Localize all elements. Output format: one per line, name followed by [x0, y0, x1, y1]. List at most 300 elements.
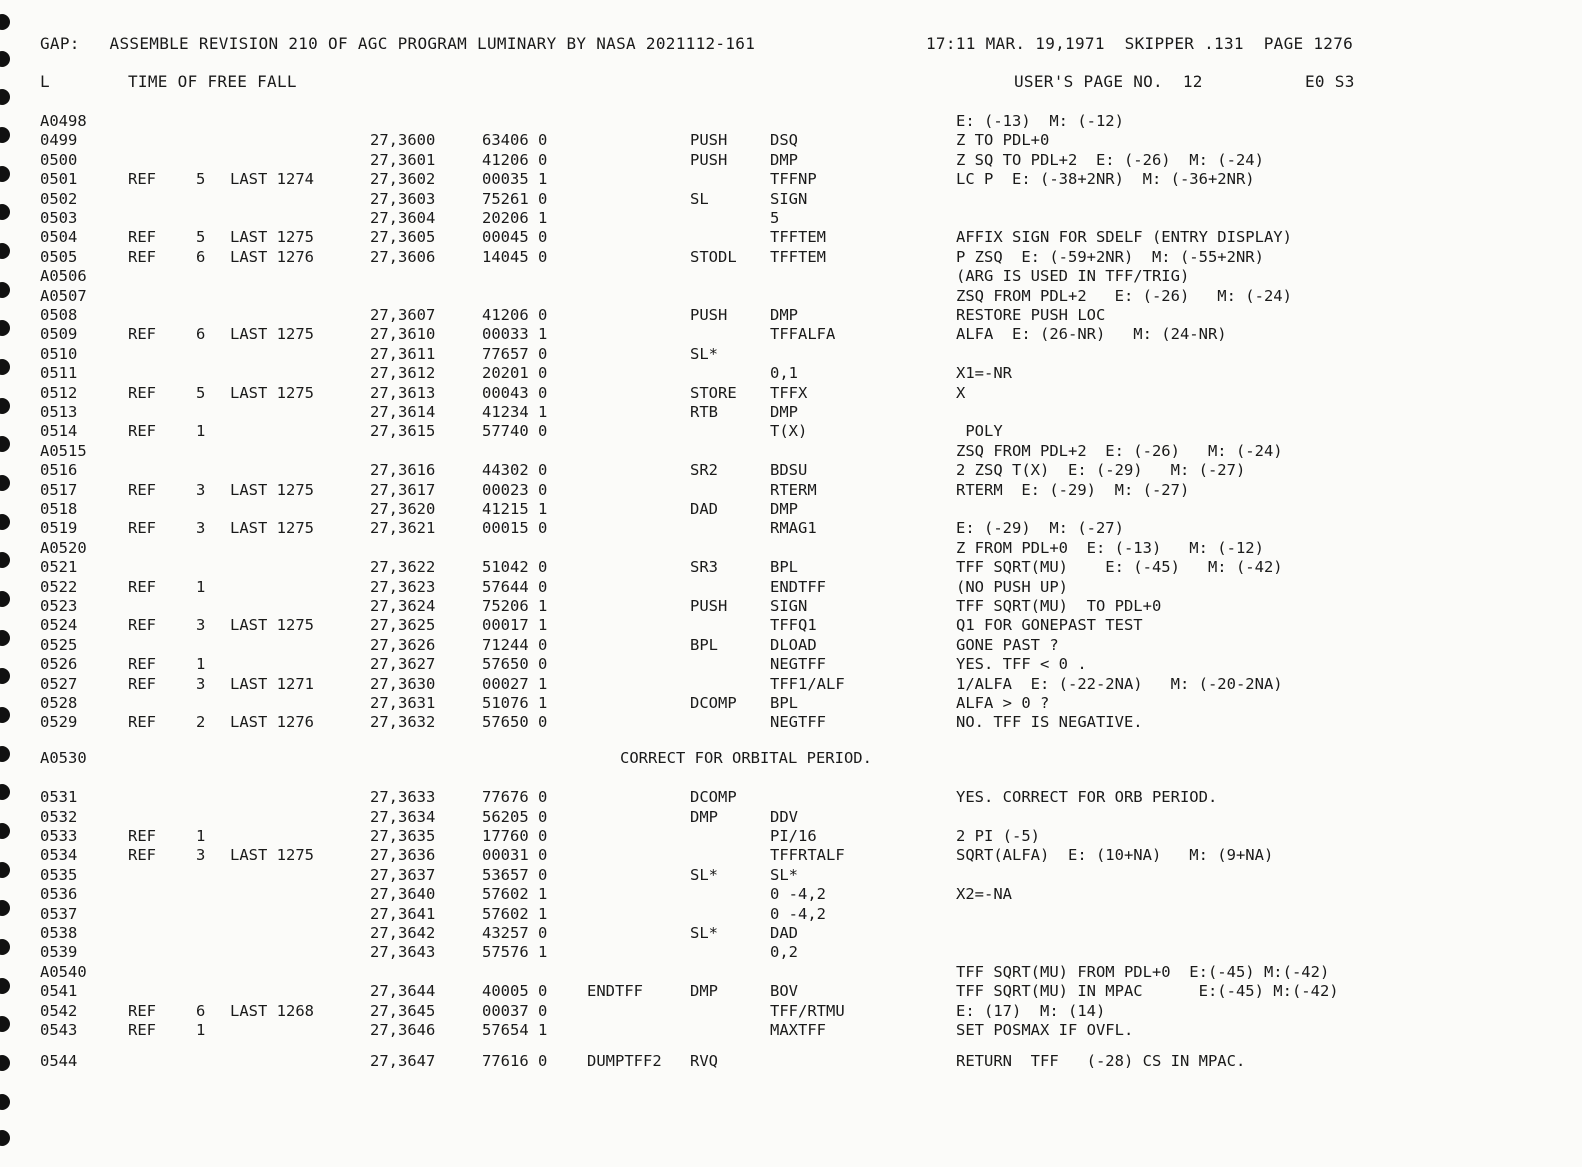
- octal-word: 41206 0: [482, 150, 548, 169]
- octal-word: 00045 0: [482, 228, 548, 247]
- comment: LC P E: (-38+2NR) M: (-36+2NR): [956, 170, 1255, 189]
- memory-address: 27,3614: [370, 403, 436, 421]
- octal-word: 43257 0: [482, 924, 548, 942]
- memory-address: 27,3611: [370, 344, 436, 363]
- header-left: GAP: ASSEMBLE REVISION 210 OF AGC PROGRAM LUMINARY BY NASA 2021112-161: [40, 34, 756, 53]
- ref-marker: REF: [128, 577, 156, 596]
- listing-line: [0, 286, 1582, 306]
- comment: (NO PUSH UP): [956, 577, 1068, 596]
- octal-word: 57644 0: [482, 577, 548, 596]
- octal-word: 00035 1: [482, 170, 548, 189]
- comment: TFF SQRT(MU) IN MPAC E:(-45) M:(-42): [956, 982, 1339, 1001]
- line-number: 0529: [40, 713, 78, 732]
- octal-word: 77616 0: [482, 1052, 548, 1071]
- opcode: STODL: [690, 247, 737, 266]
- listing-line: [0, 962, 1582, 982]
- operand: DAD: [770, 924, 798, 942]
- operand: 0 -4,2: [770, 904, 826, 923]
- eo-code: E0 S3: [1305, 72, 1355, 91]
- line-number: 0510: [40, 344, 78, 363]
- memory-address: 27,3636: [370, 846, 436, 865]
- line-number: 0539: [40, 943, 78, 962]
- ref-count: 2: [196, 713, 206, 732]
- octal-word: 20206 1: [482, 209, 548, 227]
- listing-line: [0, 402, 1582, 422]
- octal-word: 57576 1: [482, 943, 548, 962]
- comment: 1/ALFA E: (-22-2NA) M: (-20-2NA): [956, 674, 1283, 693]
- operand: 0 -4,2: [770, 885, 826, 904]
- listing-line: [0, 884, 1582, 904]
- line-number: 0538: [40, 924, 78, 942]
- comment: E: (-29) M: (-27): [956, 519, 1124, 538]
- last-page-ref: LAST 1276: [230, 247, 314, 266]
- opcode: PUSH: [690, 306, 728, 324]
- comment: (ARG IS USED IN TFF/TRIG): [956, 267, 1190, 286]
- ref-marker: REF: [128, 422, 156, 441]
- octal-word: 57650 0: [482, 655, 548, 674]
- operand: DMP: [770, 403, 798, 421]
- ref-marker: REF: [128, 655, 156, 674]
- comment: E: (-13) M: (-12): [956, 112, 1124, 130]
- last-page-ref: LAST 1275: [230, 480, 314, 499]
- line-number: 0541: [40, 982, 78, 1001]
- ref-count: 1: [196, 577, 206, 596]
- octal-word: 44302 0: [482, 461, 548, 480]
- operand: BPL: [770, 694, 798, 712]
- ref-count: 5: [196, 170, 206, 189]
- ref-marker: REF: [128, 228, 156, 247]
- comment: GONE PAST ?: [956, 635, 1059, 654]
- comment: Z TO PDL+0: [956, 131, 1050, 150]
- octal-word: 00043 0: [482, 383, 548, 402]
- line-number: 0527: [40, 674, 78, 693]
- memory-address: 27,3616: [370, 461, 436, 480]
- memory-address: 27,3626: [370, 635, 436, 654]
- operand: ENDTFF: [770, 577, 826, 596]
- line-number: 0524: [40, 616, 78, 635]
- opcode: SL: [690, 189, 709, 208]
- operand: PI/16: [770, 827, 817, 845]
- memory-address: 27,3642: [370, 924, 436, 942]
- ref-marker: REF: [128, 247, 156, 266]
- ref-marker: REF: [128, 480, 156, 499]
- memory-address: 27,3612: [370, 364, 436, 383]
- comment: YES. CORRECT FOR ORB PERIOD.: [956, 788, 1218, 807]
- opcode: SR3: [690, 558, 718, 577]
- line-number: 0534: [40, 846, 78, 865]
- line-number: 0513: [40, 403, 78, 421]
- octal-word: 56205 0: [482, 807, 548, 826]
- memory-address: 27,3604: [370, 209, 436, 227]
- last-page-ref: LAST 1275: [230, 846, 314, 865]
- memory-address: 27,3603: [370, 189, 436, 208]
- memory-address: 27,3640: [370, 885, 436, 904]
- comment: X1=-NR: [956, 364, 1012, 383]
- line-number: 0531: [40, 788, 78, 807]
- opcode: RVQ: [690, 1052, 718, 1071]
- ref-marker: REF: [128, 1001, 156, 1020]
- opcode: PUSH: [690, 597, 728, 615]
- operand: BOV: [770, 982, 798, 1001]
- memory-address: 27,3620: [370, 500, 436, 518]
- ref-count: 1: [196, 827, 206, 845]
- comment: P ZSQ E: (-59+2NR) M: (-55+2NR): [956, 247, 1264, 266]
- memory-address: 27,3601: [370, 150, 436, 169]
- ref-count: 3: [196, 846, 206, 865]
- opcode: DMP: [690, 982, 718, 1001]
- octal-word: 75261 0: [482, 189, 548, 208]
- listing-line: [0, 693, 1582, 713]
- header-right: 17:11 MAR. 19,1971 SKIPPER .131 PAGE 1276: [926, 34, 1354, 53]
- line-number: 0523: [40, 597, 78, 615]
- section-title: TIME OF FREE FALL: [128, 72, 297, 91]
- listing-line: [0, 1020, 1582, 1040]
- ref-marker: REF: [128, 519, 156, 538]
- opcode: DCOMP: [690, 788, 737, 807]
- octal-word: 41215 1: [482, 500, 548, 518]
- ref-marker: REF: [128, 827, 156, 845]
- operand: TFFTEM: [770, 228, 826, 247]
- ref-count: 6: [196, 247, 206, 266]
- symbol-label: DUMPTFF2: [587, 1052, 662, 1071]
- line-number: 0500: [40, 150, 78, 169]
- octal-word: 63406 0: [482, 131, 548, 150]
- operand: SIGN: [770, 189, 808, 208]
- line-number: 0525: [40, 635, 78, 654]
- line-number: 0528: [40, 694, 78, 712]
- comment: POLY: [956, 422, 1003, 441]
- listing-line: [0, 305, 1582, 325]
- memory-address: 27,3635: [370, 827, 436, 845]
- operand: DDV: [770, 807, 798, 826]
- octal-word: 77657 0: [482, 344, 548, 363]
- octal-word: 00033 1: [482, 325, 548, 344]
- comment: NO. TFF IS NEGATIVE.: [956, 713, 1143, 732]
- opcode: PUSH: [690, 150, 728, 169]
- memory-address: 27,3610: [370, 325, 436, 344]
- listing-line: [0, 363, 1582, 383]
- last-page-ref: LAST 1274: [230, 170, 314, 189]
- listing-line: [0, 150, 1582, 170]
- binder-hole-mark: [0, 51, 10, 67]
- last-page-ref: LAST 1275: [230, 228, 314, 247]
- ref-marker: REF: [128, 713, 156, 732]
- section-marker: L: [40, 72, 50, 91]
- opcode: RTB: [690, 403, 718, 421]
- operand: DSQ: [770, 131, 798, 150]
- operand: TFFTEM: [770, 247, 826, 266]
- memory-address: 27,3602: [370, 170, 436, 189]
- listing-line: [0, 1001, 1582, 1021]
- listing-line: [0, 826, 1582, 846]
- octal-word: 41206 0: [482, 306, 548, 324]
- comment: X2=-NA: [956, 885, 1012, 904]
- operand: TFFRTALF: [770, 846, 845, 865]
- operand: DLOAD: [770, 635, 817, 654]
- operand: DMP: [770, 500, 798, 518]
- last-page-ref: LAST 1275: [230, 325, 314, 344]
- line-number: 0533: [40, 827, 78, 845]
- operand: MAXTFF: [770, 1021, 826, 1039]
- ref-marker: REF: [128, 674, 156, 693]
- operand: TFFX: [770, 383, 808, 402]
- octal-word: 75206 1: [482, 597, 548, 615]
- comment: ZSQ FROM PDL+2 E: (-26) M: (-24): [956, 286, 1292, 305]
- memory-address: 27,3643: [370, 943, 436, 962]
- line-number: 0508: [40, 306, 78, 324]
- line-number: 0536: [40, 885, 78, 904]
- line-number: A0506: [40, 267, 87, 286]
- ref-count: 1: [196, 422, 206, 441]
- memory-address: 27,3605: [370, 228, 436, 247]
- line-number: 0499: [40, 131, 78, 150]
- last-page-ref: LAST 1276: [230, 713, 314, 732]
- operand: 5: [770, 209, 780, 227]
- octal-word: 57654 1: [482, 1021, 548, 1039]
- last-page-ref: LAST 1275: [230, 519, 314, 538]
- octal-word: 00017 1: [482, 616, 548, 635]
- listing-line: [0, 538, 1582, 558]
- memory-address: 27,3617: [370, 480, 436, 499]
- line-number: A0498: [40, 112, 87, 130]
- operand: SIGN: [770, 597, 808, 615]
- ref-count: 3: [196, 674, 206, 693]
- comment: AFFIX SIGN FOR SDELF (ENTRY DISPLAY): [956, 228, 1292, 247]
- octal-word: 14045 0: [482, 247, 548, 266]
- memory-address: 27,3645: [370, 1001, 436, 1020]
- opcode: DCOMP: [690, 694, 737, 712]
- operand: DMP: [770, 306, 798, 324]
- operand: NEGTFF: [770, 713, 826, 732]
- listing-line: [0, 518, 1582, 538]
- opcode: PUSH: [690, 131, 728, 150]
- ref-count: 6: [196, 325, 206, 344]
- memory-address: 27,3606: [370, 247, 436, 266]
- last-page-ref: LAST 1271: [230, 674, 314, 693]
- ref-marker: REF: [128, 383, 156, 402]
- operand: TFFNP: [770, 170, 817, 189]
- octal-word: 77676 0: [482, 788, 548, 807]
- line-number: 0544: [40, 1052, 78, 1071]
- memory-address: 27,3633: [370, 788, 436, 807]
- listing-line: [0, 169, 1582, 189]
- operand: SL*: [770, 865, 798, 884]
- memory-address: 27,3622: [370, 558, 436, 577]
- memory-address: 27,3613: [370, 383, 436, 402]
- octal-word: 53657 0: [482, 865, 548, 884]
- line-number: 0543: [40, 1021, 78, 1039]
- listing-line: [0, 344, 1582, 364]
- line-number: 0521: [40, 558, 78, 577]
- ref-count: 5: [196, 383, 206, 402]
- comment: RTERM E: (-29) M: (-27): [956, 480, 1190, 499]
- line-number: A0530: [40, 748, 87, 767]
- opcode: DMP: [690, 807, 718, 826]
- line-number: 0535: [40, 865, 78, 884]
- comment: 2 ZSQ T(X) E: (-29) M: (-27): [956, 461, 1246, 480]
- comment: Z SQ TO PDL+2 E: (-26) M: (-24): [956, 150, 1264, 169]
- comment: TFF SQRT(MU) FROM PDL+0 E:(-45) M:(-42): [956, 962, 1330, 981]
- listing-line: [0, 674, 1582, 694]
- opcode: STORE: [690, 383, 737, 402]
- listing-line: [0, 712, 1582, 732]
- comment: X: [956, 383, 966, 402]
- ref-count: 5: [196, 228, 206, 247]
- line-number: 0516: [40, 461, 78, 480]
- ref-marker: REF: [128, 170, 156, 189]
- comment: RESTORE PUSH LOC: [956, 306, 1106, 324]
- listing-line: [0, 845, 1582, 865]
- users-page-number: USER'S PAGE NO. 12: [1014, 72, 1203, 91]
- listing-line: [0, 981, 1582, 1001]
- operand: BDSU: [770, 461, 808, 480]
- operand: RTERM: [770, 480, 817, 499]
- octal-word: 00037 0: [482, 1001, 548, 1020]
- operand: TFF/RTMU: [770, 1001, 845, 1020]
- listing-line: [0, 787, 1582, 807]
- memory-address: 27,3623: [370, 577, 436, 596]
- line-number: A0507: [40, 286, 87, 305]
- memory-address: 27,3631: [370, 694, 436, 712]
- opcode: SL*: [690, 924, 718, 942]
- memory-address: 27,3646: [370, 1021, 436, 1039]
- octal-word: 57740 0: [482, 422, 548, 441]
- ref-marker: REF: [128, 616, 156, 635]
- memory-address: 27,3624: [370, 597, 436, 615]
- memory-address: 27,3607: [370, 306, 436, 324]
- ref-marker: REF: [128, 325, 156, 344]
- memory-address: 27,3637: [370, 865, 436, 884]
- line-number: 0519: [40, 519, 78, 538]
- opcode: BPL: [690, 635, 718, 654]
- opcode: SR2: [690, 461, 718, 480]
- last-page-ref: LAST 1268: [230, 1001, 314, 1020]
- binder-hole-mark: [0, 1094, 10, 1110]
- memory-address: 27,3641: [370, 904, 436, 923]
- binder-hole-mark: [0, 89, 10, 105]
- line-number: 0512: [40, 383, 78, 402]
- memory-address: 27,3627: [370, 655, 436, 674]
- memory-address: 27,3634: [370, 807, 436, 826]
- octal-word: 57602 1: [482, 885, 548, 904]
- operand: 0,2: [770, 943, 798, 962]
- listing-line: [0, 111, 1582, 131]
- comment: ALFA E: (26-NR) M: (24-NR): [956, 325, 1227, 344]
- operand: TFFQ1: [770, 616, 817, 635]
- memory-address: 27,3600: [370, 131, 436, 150]
- ref-count: 1: [196, 655, 206, 674]
- comment: ZSQ FROM PDL+2 E: (-26) M: (-24): [956, 441, 1283, 460]
- memory-address: 27,3647: [370, 1052, 436, 1071]
- listing-line: [0, 189, 1582, 209]
- line-number: 0532: [40, 807, 78, 826]
- octal-word: 51042 0: [482, 558, 548, 577]
- octal-word: 00015 0: [482, 519, 548, 538]
- comment: SQRT(ALFA) E: (10+NA) M: (9+NA): [956, 846, 1274, 865]
- octal-word: 00023 0: [482, 480, 548, 499]
- operand: T(X): [770, 422, 808, 441]
- listing-line: [0, 208, 1582, 228]
- comment: TFF SQRT(MU) TO PDL+0: [956, 597, 1162, 615]
- binder-hole-mark: [0, 14, 10, 30]
- line-number: 0542: [40, 1001, 78, 1020]
- listing-line: [0, 421, 1582, 441]
- memory-address: 27,3632: [370, 713, 436, 732]
- listing-line: [0, 807, 1582, 827]
- comment: Z FROM PDL+0 E: (-13) M: (-12): [956, 538, 1264, 557]
- listing-line: [0, 577, 1582, 597]
- opcode: SL*: [690, 865, 718, 884]
- line-number: 0517: [40, 480, 78, 499]
- comment: RETURN TFF (-28) CS IN MPAC.: [956, 1052, 1246, 1071]
- listing-line: [0, 596, 1582, 616]
- octal-word: 17760 0: [482, 827, 548, 845]
- comment: TFF SQRT(MU) E: (-45) M: (-42): [956, 558, 1283, 577]
- line-number: A0540: [40, 962, 87, 981]
- octal-word: 00031 0: [482, 846, 548, 865]
- line-number: 0505: [40, 247, 78, 266]
- line-number: 0522: [40, 577, 78, 596]
- memory-address: 27,3615: [370, 422, 436, 441]
- line-number: 0514: [40, 422, 78, 441]
- listing-line: [0, 460, 1582, 480]
- line-number: 0501: [40, 170, 78, 189]
- last-page-ref: LAST 1275: [230, 616, 314, 635]
- line-number: 0518: [40, 500, 78, 518]
- listing-line: [0, 499, 1582, 519]
- octal-word: 41234 1: [482, 403, 548, 421]
- comment: ALFA > 0 ?: [956, 694, 1050, 712]
- memory-address: 27,3625: [370, 616, 436, 635]
- listing-line: [0, 615, 1582, 635]
- listing-line: [0, 130, 1582, 150]
- listing-line: [0, 1051, 1582, 1071]
- comment: 2 PI (-5): [956, 827, 1040, 845]
- octal-word: 51076 1: [482, 694, 548, 712]
- listing-line: [0, 748, 1582, 768]
- line-number: A0520: [40, 538, 87, 557]
- listing-line: [0, 383, 1582, 403]
- ref-count: 1: [196, 1021, 206, 1039]
- comment: E: (17) M: (14): [956, 1001, 1106, 1020]
- listing-line: [0, 441, 1582, 461]
- line-number: 0511: [40, 364, 78, 383]
- octal-word: 57650 0: [482, 713, 548, 732]
- memory-address: 27,3644: [370, 982, 436, 1001]
- listing-line: [0, 865, 1582, 885]
- operand: TFF1/ALF: [770, 674, 845, 693]
- line-number: 0526: [40, 655, 78, 674]
- opcode: SL*: [690, 344, 718, 363]
- listing-line: [0, 324, 1582, 344]
- operand: BPL: [770, 558, 798, 577]
- memory-address: 27,3630: [370, 674, 436, 693]
- listing-line: [0, 654, 1582, 674]
- ref-count: 3: [196, 616, 206, 635]
- line-number: 0502: [40, 189, 78, 208]
- binder-hole-mark: [0, 1130, 10, 1146]
- last-page-ref: LAST 1275: [230, 383, 314, 402]
- ref-marker: REF: [128, 1021, 156, 1039]
- octal-word: 00027 1: [482, 674, 548, 693]
- opcode: DAD: [690, 500, 718, 518]
- section-heading: CORRECT FOR ORBITAL PERIOD.: [620, 748, 872, 767]
- comment: Q1 FOR GONEPAST TEST: [956, 616, 1143, 635]
- octal-word: 71244 0: [482, 635, 548, 654]
- octal-word: 20201 0: [482, 364, 548, 383]
- listing-line: [0, 942, 1582, 962]
- listing-line: [0, 904, 1582, 924]
